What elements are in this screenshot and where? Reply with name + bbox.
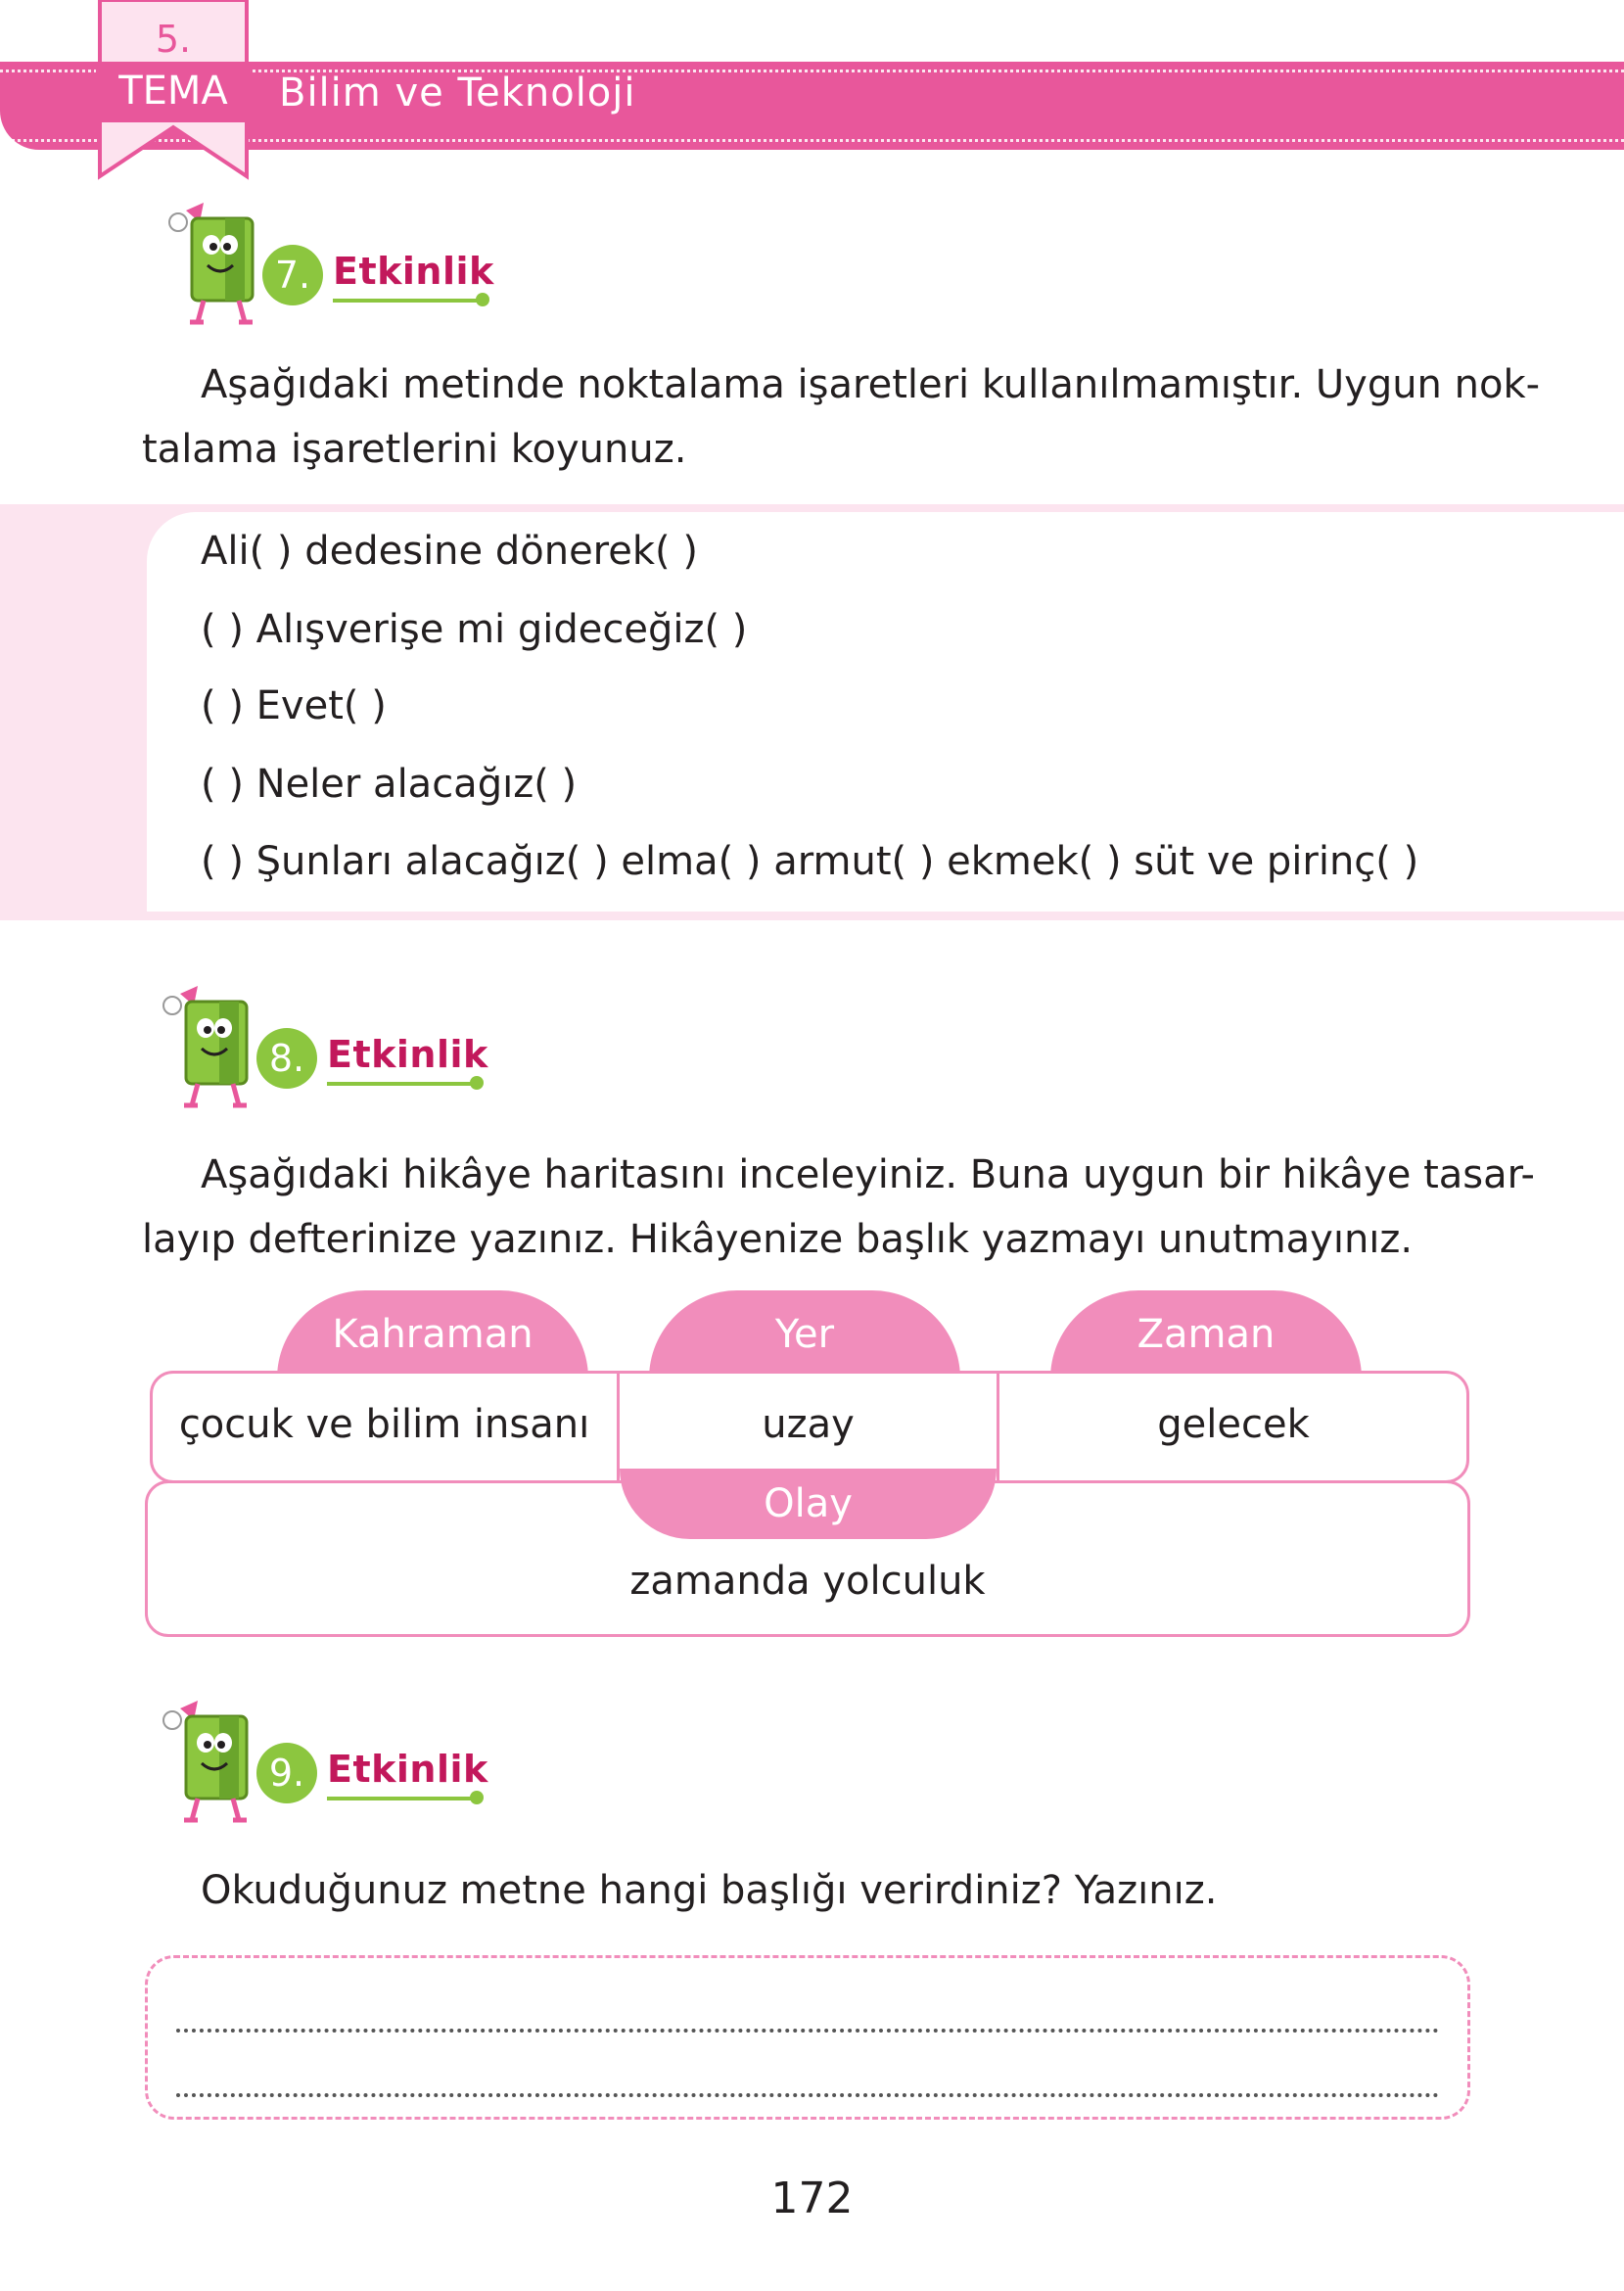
story-map-place-value: uzay (762, 1402, 855, 1447)
activity-label: Etkinlik (333, 250, 494, 293)
activity-7-sentence-5: ( ) Şunları alacağız( ) elma( ) armut( ) ekmek( ) süt ve pirinç( ) (201, 839, 1419, 884)
heading-underline (327, 1797, 476, 1800)
story-map-event-value: zamanda yolculuk (629, 1559, 986, 1604)
activity-7-sentence-4: ( ) Neler alacağız( ) (201, 762, 578, 807)
activity-label: Etkinlik (327, 1748, 488, 1791)
heading-underline-dot (476, 293, 489, 306)
answer-line-2[interactable] (176, 2093, 1439, 2097)
activity-8-heading (159, 984, 511, 1111)
heading-underline (327, 1082, 476, 1086)
heading-underline-dot (470, 1791, 484, 1804)
activity-7-instruction-line-2: talama işaretlerini koyunuz. (142, 427, 687, 472)
story-map-header-kahraman: Kahraman (277, 1290, 588, 1379)
heading-underline (333, 299, 482, 303)
activity-number: 8. (256, 1028, 317, 1089)
activity-7-sentence-1: Ali( ) dedesine dönerek( ) (201, 529, 698, 574)
activity-label: Etkinlik (327, 1033, 488, 1076)
story-map-header-olay: Olay (620, 1469, 997, 1539)
activity-7-instruction-line-1: Aşağıdaki metinde noktalama işaretleri kullanılmamıştır. Uygun nok- (201, 362, 1541, 407)
story-map-time-value: gelecek (1157, 1402, 1310, 1447)
activity-7-sentence-3: ( ) Evet( ) (201, 683, 387, 728)
book-mascot-icon (159, 984, 266, 1111)
activity-7-heading (164, 201, 517, 328)
activity-8-instruction-line-1: Aşağıdaki hikâye haritasını inceleyiniz. Buna uygun bir hikâye tasar- (201, 1152, 1535, 1197)
theme-number: 5. (155, 18, 192, 61)
story-map-header-zaman: Zaman (1050, 1290, 1362, 1379)
page-number: 172 (770, 2174, 854, 2223)
answer-line-1[interactable] (176, 2029, 1439, 2033)
book-mascot-icon (159, 1699, 266, 1826)
theme-word: TEMA (118, 69, 228, 114)
activity-7-sentence-2: ( ) Alışverişe mi gideceğiz( ) (201, 607, 748, 652)
heading-underline-dot (470, 1076, 484, 1090)
theme-title: Bilim ve Teknoloji (279, 70, 636, 116)
activity-9-instruction: Okuduğunuz metne hangi başlığı verirdiniz? Yazınız. (201, 1868, 1218, 1913)
story-map-header-yer: Yer (649, 1290, 960, 1379)
book-mascot-icon (164, 201, 272, 328)
activity-number: 7. (262, 245, 323, 305)
activity-9-heading (159, 1699, 511, 1826)
activity-number: 9. (256, 1743, 317, 1803)
story-map-hero-value: çocuk ve bilim insanı (178, 1402, 590, 1447)
activity-8-instruction-line-2: layıp defterinize yazınız. Hikâyenize başlık yazmayı unutmayınız. (142, 1217, 1414, 1262)
